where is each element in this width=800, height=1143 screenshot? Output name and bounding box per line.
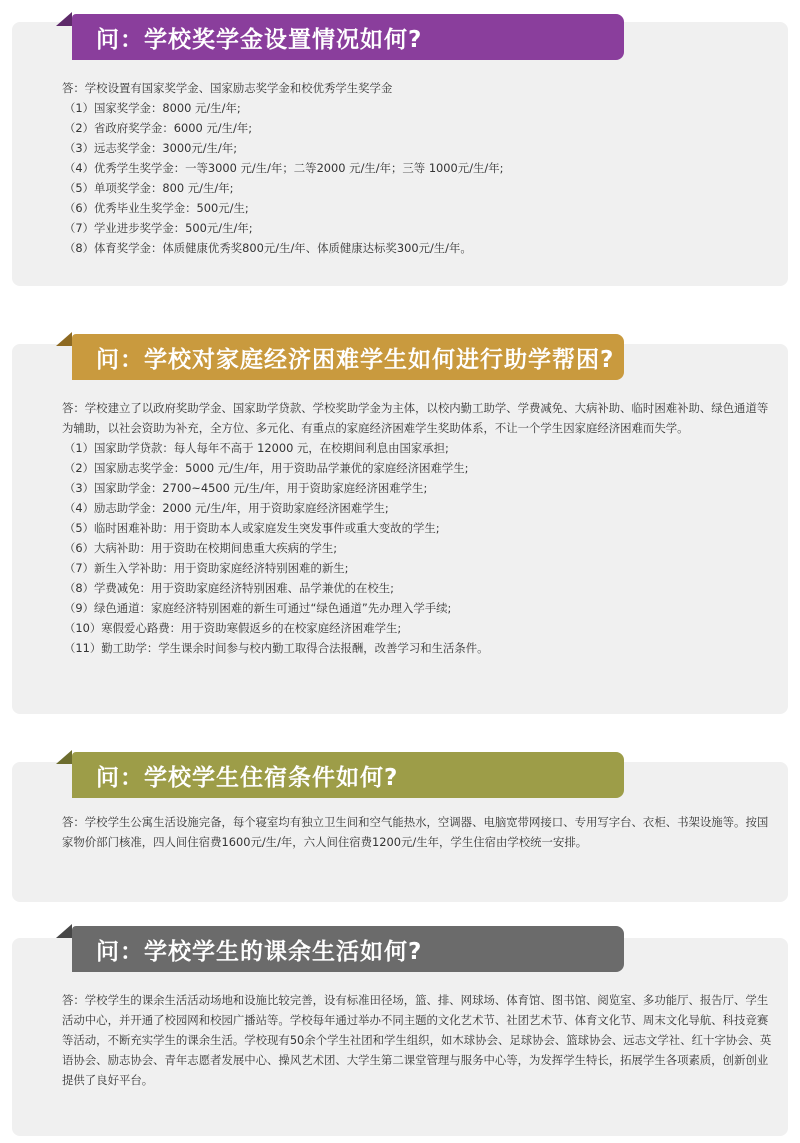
answer-intro: 答：学校设置有国家奖学金、国家励志奖学金和校优秀学生奖学金 [62,81,393,95]
list-item: （8）体育奖学金：体质健康优秀奖800元/生/年、体质健康达标奖300元/生/年。 [64,241,472,255]
list-item: （7）学业进步奖学金：500元/生/年; [64,221,253,235]
list-item: （9）绿色通道：家庭经济特别困难的新生可通过“绿色通道”先办理入学手续; [64,601,452,615]
faq-answer-scholarships [62,78,772,258]
list-item: （4）励志助学金：2000 元/生/年，用于资助家庭经济困难学生; [64,501,389,515]
list-item: （6）大病补助：用于资助在校期间患重大疾病的学生; [64,541,338,555]
answer-intro: 答：学校学生的课余生活活动场地和设施比较完善，设有标准田径场，篮、排、网球场、体育馆、图书馆、阅览室、多功能厅、报告厅、学生活动中心，并开通了校园网和校园广播站等。学校每年通过举办不同主题的文化艺术节、社团艺术节、体育文化节、周末文化导航、科技竞赛等活动，不断充实学生的课余生活。学校现有50余个学生社团和学生组织，如木球协会、足球协会、篮球协会、远志文学社、红十字协会、英语协会、励志协会、青年志愿者发展中心、操风艺术团、大学生第二课堂管理与服务中心等，为发挥学生特长，拓展学生各项素质，创新创业提供了良好平台。 [62,993,772,1087]
list-item: （4）优秀学生奖学金：一等3000 元/生/年；二等2000 元/生/年；三等 1000元/生/年; [64,161,504,175]
banner-fold [56,332,72,346]
faq-question-housing: 问：学校学生住宿条件如何? [72,752,624,798]
faq-answer-campus-life [62,990,772,1090]
faq-question-financial-aid: 问：学校对家庭经济困难学生如何进行助学帮困? [72,334,624,380]
list-item: （5）单项奖学金：800 元/生/年; [64,181,234,195]
list-item: （1）国家助学贷款：每人每年不高于 12000 元，在校期间利息由国家承担; [64,441,449,455]
banner-fold [56,924,72,938]
list-item: （10）寒假爱心路费：用于资助寒假返乡的在校家庭经济困难学生; [64,621,402,635]
faq-question-scholarships: 问：学校奖学金设置情况如何? [72,14,624,60]
list-item: （7）新生入学补助：用于资助家庭经济特别困难的新生; [64,561,349,575]
faq-answer-financial-aid [62,398,772,658]
list-item: （8）学费减免：用于资助家庭经济特别困难、品学兼优的在校生; [64,581,395,595]
list-item: （3）远志奖学金：3000元/生/年; [64,141,238,155]
list-item: （2）省政府奖学金：6000 元/生/年; [64,121,253,135]
list-item: （1）国家奖学金：8000 元/生/年; [64,101,241,115]
list-item: （6）优秀毕业生奖学金：500元/生; [64,201,249,215]
banner-fold [56,750,72,764]
answer-intro: 答：学校建立了以政府奖助学金、国家助学贷款、学校奖助学金为主体，以校内勤工助学、学费减免、大病补助、临时困难补助、绿色通道等为辅助，以社会资助为补充，全方位、多元化、有重点的家庭经济困难学生奖助体系，不让一个学生因家庭经济困难而失学。 [62,401,769,435]
list-item: （11）勤工助学：学生课余时间参与校内勤工取得合法报酬，改善学习和生活条件。 [64,641,489,655]
list-item: （2）国家励志奖学金：5000 元/生/年，用于资助品学兼优的家庭经济困难学生; [64,461,469,475]
answer-intro: 答：学校学生公寓生活设施完备，每个寝室均有独立卫生间和空气能热水，空调器、电脑宽带网接口、专用写字台、衣柜、书架设施等。按国家物价部门核准，四人间住宿费1600元/生/年，六人间住宿费1200元/生年，学生住宿由学校统一安排。 [62,815,769,849]
faq-question-campus-life: 问：学校学生的课余生活如何? [72,926,624,972]
banner-fold [56,12,72,26]
list-item: （3）国家助学金：2700~4500 元/生/年，用于资助家庭经济困难学生; [64,481,428,495]
list-item: （5）临时困难补助：用于资助本人或家庭发生突发事件或重大变故的学生; [64,521,440,535]
faq-answer-housing [62,812,772,852]
